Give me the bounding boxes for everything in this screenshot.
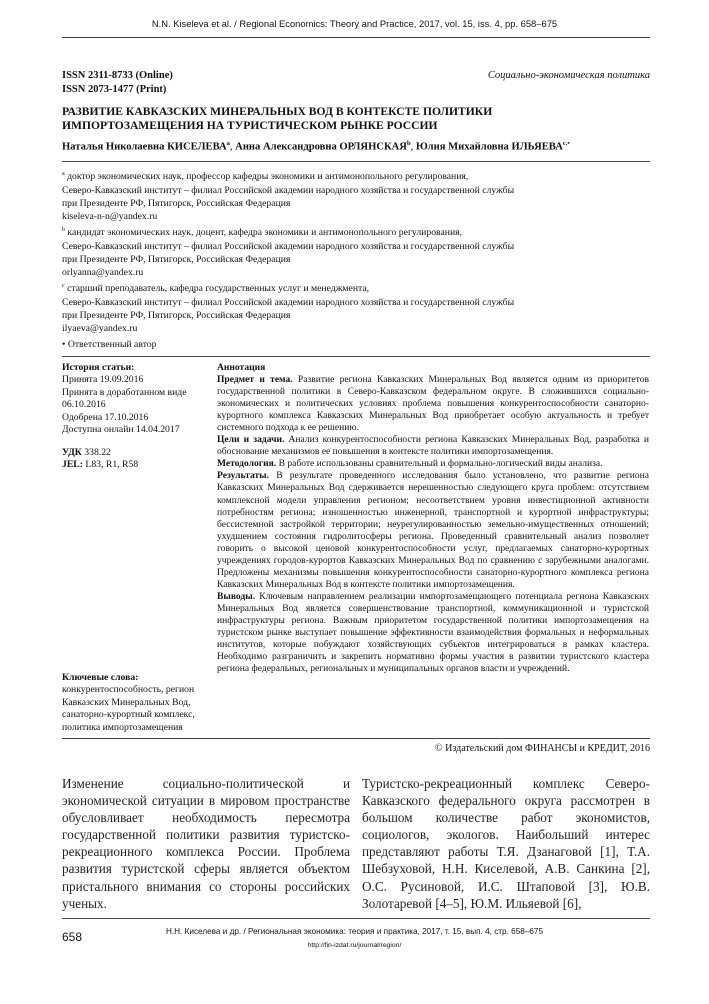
corresponding-author [62,339,157,350]
author-surname: КИСЕЛЕВА [167,141,227,153]
journal-section: Социально-экономическая политика [487,70,650,81]
affiliation-mark: c [62,283,65,289]
keyword-line: конкурентоспособность, регион [62,684,195,696]
abstract-heading: Аннотация [217,362,266,373]
keyword-line: Кавказских Минеральных Вод, [62,696,191,708]
classification [62,447,212,472]
affiliation-email[interactable]: kiseleva-n-n@yandex.ru [62,211,158,223]
affiliation-line: старший преподаватель, кафедра государственных услуг и менеджмента, [67,283,370,295]
abstract-label: Предмет и тема. [217,374,293,386]
abstract [217,362,649,675]
udk-value: 338.22 [84,447,111,458]
affiliation-mark: a [62,171,65,177]
affiliation-line: Северо-Кавказский институт – филиал Российской академии народного хозяйства и государственной службы [62,184,515,196]
author-surname: ОРЛЯНСКАЯ [339,141,407,153]
keywords [62,672,212,734]
author-name: Анна Александровна [235,141,337,153]
issn-print: ISSN 2073-1477 (Print) [62,84,167,95]
keywords-heading: Ключевые слова: [62,672,139,683]
abstract-paragraph [217,434,649,458]
history-line: Одобрена 17.10.2016 [62,411,149,423]
abstract-paragraph [217,470,649,590]
history-line: 06.10.2016 [62,399,106,411]
authors-rule [62,161,650,162]
abstract-text: В результате проведенного исследования было установлено, что развитие региона Кавказских Минеральных Вод сдерживается нерешенностью следующего круга проблем: отсутствием комплексной модели управления регионом; несоответствием уровня инвестиционной активности потребностям региона; изношенностью инженерной, транспортной и курортной инфраструктуры; бессистемной застройкой территории; неурегулированностью земельно-имущественных отношений; ухудшением состояния гидролитосферы региона. Проведенный сравнительный анализ позволяет говорить о высокой ценовой конкурентоспособности услуг, предлагаемых санаторно-курортных учреждениях городов-курортов Кавказских Минеральных Вод по сравнению с зарубежными аналогами. Предложены механизмы повышения конкурентоспособности санаторно-курортного комплекса региона Кавказских Минеральных Вод в контексте политики импортозамещения. [217,470,650,590]
author-mark: a [226,140,230,147]
article-title [62,105,650,133]
footer-rule [62,918,650,919]
author-surname: ИЛЬЯЕВА [511,141,563,153]
title-line-1: РАЗВИТИЕ КАВКАЗСКИХ МИНЕРАЛЬНЫХ ВОД В КОНТЕКСТЕ ПОЛИТИКИ [62,105,493,118]
affiliation-line: кандидат экономических наук, доцент, кафедра экономики и антимонопольного регулирования, [67,227,463,239]
affiliation-line: при Президенте РФ, Пятигорск, Российская Федерация [62,309,291,321]
footer-url[interactable]: http://fin-izdat.ru/journal/region/ [307,942,402,949]
author-mark: b [406,140,411,147]
jel-value: L83, R1, R58 [85,459,139,471]
affiliation-email[interactable]: orlyanna@yandex.ru [62,267,144,279]
header-rule [62,37,650,38]
page-number: 658 [62,930,83,944]
keyword-line: санаторно-курортный комплекс, [62,709,195,721]
author-name: Юлия Михайловна [415,141,509,153]
history-line: Принята в доработанном виде [62,386,187,398]
affiliation-a [62,168,622,223]
author-name: Наталья Николаевна [62,141,165,153]
abstract-paragraph [217,374,649,434]
abstract-label: Цели и задачи. [217,434,285,446]
body-column-right: Туристско-рекреационный комплекс Северо-Кавказского федерального округа рассмотрен в большом количестве работ экономистов, социологов, экологов. Наибольший интерес представляют работы Т.Я. Дзанаговой [1], Т.А. Шебзуховой, Н.Н. Киселевой, А.В. Санкина [2], О.С. Русиновой, И.С. Штаповой [3], Ю.В. Золотаревой [4–5], Ю.М. Ильяевой [6], [362,776,650,911]
affiliation-line: Северо-Кавказский институт – филиал Российской академии народного хозяйства и государственной службы [62,240,515,252]
article-history [62,362,212,436]
copyright: © Издательский дом ФИНАНСЫ и КРЕДИТ, 2016 [435,743,650,754]
title-line-2: ИМПОРТОЗАМЕЩЕНИЯ НА ТУРИСТИЧЕСКОМ РЫНКЕ РОССИИ [62,119,438,132]
udk-label: УДК [62,447,82,458]
affiliation-email[interactable]: ilyaeva@yandex.ru [62,323,138,335]
affiliation-b [62,224,622,279]
abstract-text: Ключевым направлением реализации импортозамещающего потенциала региона Кавказских Минеральных Вод является совершенствование транспортной, коммуникационной и туристской инфраструктуры региона. Важным приоритетом государственной политики импортозамещения на туристском рынке выступает повышение эффективности взаимодействия формальных и неформальных институтов, которые побуждают хозяйствующих субъектов интегрироваться в рамках кластера. Необходимо разграничить и закрепить нормативно формы участия в развитии туристского кластера региона федеральных, региональных и муниципальных органов власти и учреждений. [217,590,649,675]
running-head: N.N. Kiseleva et al. / Regional Economics: Theory and Practice, 2017, vol. 15, iss. 4, pp. 658–675 [151,18,558,29]
abstract-text: Анализ конкурентоспособности региона Кавказских Минеральных Вод, разработка и обоснование механизмов ее повышения в контексте политики импортозамещения. [217,434,649,458]
abstract-label: Результаты. [217,470,270,482]
affiliation-line: при Президенте РФ, Пятигорск, Российская Федерация [62,197,291,209]
abstract-text: В работе использованы сравнительный и формально-логический виды анализа. [278,458,603,470]
footer-citation: Н.Н. Киселева и др. / Региональная экономика: теория и практика, 2017, т. 15, вып. 4, стр. 658–675 [165,927,544,936]
history-heading: История статьи: [62,362,135,373]
history-line: Доступна онлайн 14.04.2017 [62,424,180,436]
author-list: Наталья Николаевна КИСЕЛЕВА$^a$, Анна Александровна ОРЛЯНСКАЯ$^b$, Юлия Михайловна $ИЛЬЯЕВА^{c,•}$ [62,140,570,153]
info-rule [62,356,650,357]
affiliation-c [62,280,622,335]
history-line: Принята 19.09.2016 [62,374,144,386]
bullet-icon: • [62,339,66,350]
abstract-rule [62,738,650,739]
abstract-label: Выводы. [217,590,256,602]
affiliation-line: при Президенте РФ, Пятигорск, Российская Федерация [62,253,291,265]
body-column-left: Изменение социально-политической и экономической ситуации в мировом пространстве обусловливает необходимость пересмотра государственной политики развития туристско-рекреационного комплекса России. Проблема развития туристской сферы является объектом пристального внимания со стороны российских ученых. [62,776,350,911]
affiliation-line: Северо-Кавказский институт – филиал Российской академии народного хозяйства и государственной службы [62,296,515,308]
affiliation-line: доктор экономических наук, профессор кафедры экономики и антимонопольного регулирования, [67,171,469,183]
abstract-paragraph [217,458,649,470]
affiliation-mark: b [62,227,65,233]
corresponding-label: Ответственный автор [67,339,157,350]
author-mark: c,• [562,140,570,147]
keyword-line: политика импортозамещения [62,721,183,733]
abstract-text: Развитие региона Кавказских Минеральных Вод является одним из приоритетов государственной политики в Северо-Кавказском федеральном округе. В сложившихся социально-экономических и политических условиях проблема повышения конкурентоспособности санаторно-курортного комплекса Кавказских Минеральных Вод приобретает особую актуальность и требует системного подхода к ее решению. [217,374,650,434]
issn-online: ISSN 2311-8733 (Online) [62,70,173,81]
jel-label: JEL: [62,459,83,471]
abstract-paragraph [217,591,649,675]
abstract-label: Методология. [217,458,277,470]
